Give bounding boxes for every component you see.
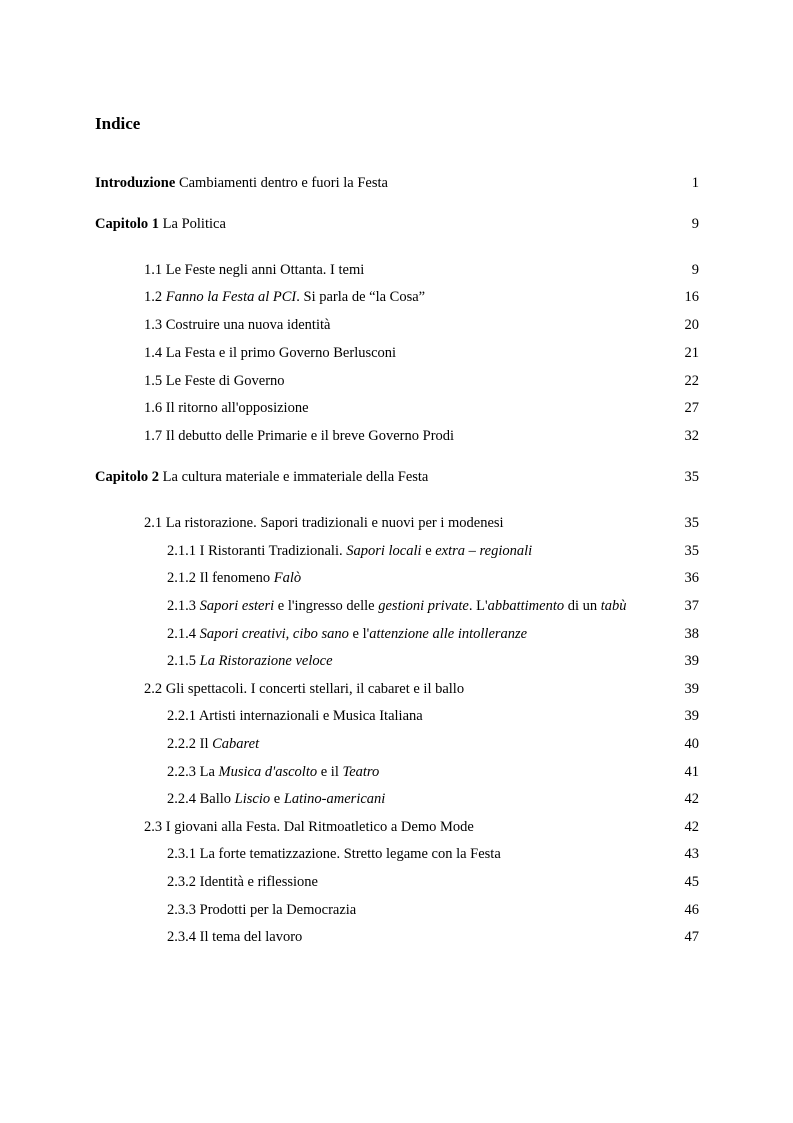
page-number: 39 [684,653,699,669]
page-number: 35 [684,543,699,559]
page-number: 22 [684,373,699,389]
page-number: 40 [684,736,699,752]
entry-text: 2.1.5 La Ristorazione veloce [167,653,333,669]
page-number: 46 [684,902,699,918]
entry-text: 2.1.4 Sapori creativi, cibo sano e l'attenzione alle intolleranze [167,626,528,642]
entry-text: 1.4 La Festa e il primo Governo Berlusconi [144,345,397,361]
entry-text: 2.3 I giovani alla Festa. Dal Ritmoatletico a Demo Mode [144,819,474,835]
entry-label: Introduzione [95,175,176,191]
page-number: 21 [684,345,699,361]
toc-entry-1-7[interactable] [144,426,699,446]
entry-text: 1.7 Il debutto delle Primarie e il breve Governo Prodi [144,428,455,444]
entry-label: Capitolo 2 [95,469,160,485]
toc-entry-2-2-2[interactable] [167,734,699,754]
entry-text: 1.1 Le Feste negli anni Ottanta. I temi [144,262,365,278]
page-number: 43 [684,846,699,862]
page-number: 16 [684,289,699,305]
entry-text: 2.1 La ristorazione. Sapori tradizionali e nuovi per i modenesi [144,515,504,531]
page-number: 35 [684,469,699,485]
toc-entry-2-1-1[interactable] [167,541,699,561]
toc-entry-2-2-4[interactable] [167,789,699,809]
entry-text: 2.3.2 Identità e riflessione [167,874,318,890]
entry-text: 2.1.1 I Ristoranti Tradizionali. Sapori locali e extra – regionali [167,543,533,559]
entry-text: 2.1.3 Sapori esteri e l'ingresso delle gestioni private. L'abbattimento di un tabù [167,598,627,614]
entry-text: 2.3.3 Prodotti per la Democrazia [167,902,357,918]
page-number: 41 [684,764,699,780]
toc-entry-capitolo-2[interactable] [95,467,699,487]
toc-entry-2-1-5[interactable] [167,651,699,671]
toc-entry-2-2[interactable] [144,679,699,699]
entry-text: Capitolo 1 La Politica [95,216,226,232]
toc-entry-2-3-4[interactable] [167,927,699,947]
page-number: 39 [684,708,699,724]
toc-entry-2-3-3[interactable] [167,900,699,920]
entry-text: 2.3.1 La forte tematizzazione. Stretto legame con la Festa [167,846,501,862]
page-number: 32 [684,428,699,444]
page-number: 36 [684,570,699,586]
toc-entry-2-1-2[interactable] [167,568,699,588]
toc-entry-2-1-4[interactable] [167,624,699,644]
page-number: 42 [684,819,699,835]
page-number: 35 [684,515,699,531]
page-number: 1 [691,175,699,191]
page-number: 20 [684,317,699,333]
page-number: 38 [684,626,699,642]
entry-text: 2.2.4 Ballo Liscio e Latino-americani [167,791,386,807]
page-number: 45 [684,874,699,890]
page-number: 39 [684,681,699,697]
entry-text: 2.1.2 Il fenomeno Falò [167,570,302,586]
page-number: 42 [684,791,699,807]
entry-text: 2.3.4 Il tema del lavoro [167,929,303,945]
toc-entry-2-1-3[interactable] [167,596,699,616]
page-number: 9 [691,262,699,278]
entry-label: Capitolo 1 [95,216,160,232]
toc-entry-2-3-2[interactable] [167,872,699,892]
page-number: 37 [684,598,699,614]
page-title: Indice [95,114,141,133]
entry-text: 1.3 Costruire una nuova identità [144,317,331,333]
entry-text: 1.6 Il ritorno all'opposizione [144,400,309,416]
toc-entry-2-2-3[interactable] [167,762,699,782]
toc-entry-2-3-1[interactable] [167,844,699,864]
toc-entry-1-4[interactable] [144,343,699,363]
page-number: 27 [684,400,699,416]
entry-text: Introduzione Cambiamenti dentro e fuori la Festa [95,175,388,191]
entry-text: 2.2 Gli spettacoli. I concerti stellari, il cabaret e il ballo [144,681,465,697]
toc-entry-1-5[interactable] [144,371,699,391]
entry-text: Capitolo 2 La cultura materiale e immateriale della Festa [95,469,429,485]
entry-text: 2.2.3 La Musica d'ascolto e il Teatro [167,764,380,780]
toc-entry-capitolo-1[interactable] [95,214,699,234]
toc-entry-1-3[interactable] [144,315,699,335]
entry-text: 1.2 Fanno la Festa al PCI. Si parla de “la Cosa” [144,289,426,305]
toc-entry-1-6[interactable] [144,398,699,418]
toc-entry-2-3[interactable] [144,817,699,837]
toc-entry-2-1[interactable] [144,513,699,533]
page-number: 47 [684,929,699,945]
toc-entry-introduzione[interactable] [95,173,699,193]
toc-entry-2-2-1[interactable] [167,706,699,726]
page-number: 9 [691,216,699,232]
entry-text: 2.2.2 Il Cabaret [167,736,260,752]
toc-entry-1-1[interactable] [144,260,699,280]
toc-entry-1-2[interactable] [144,287,699,307]
entry-text: 1.5 Le Feste di Governo [144,373,285,389]
entry-text: 2.2.1 Artisti internazionali e Musica Italiana [167,708,423,724]
